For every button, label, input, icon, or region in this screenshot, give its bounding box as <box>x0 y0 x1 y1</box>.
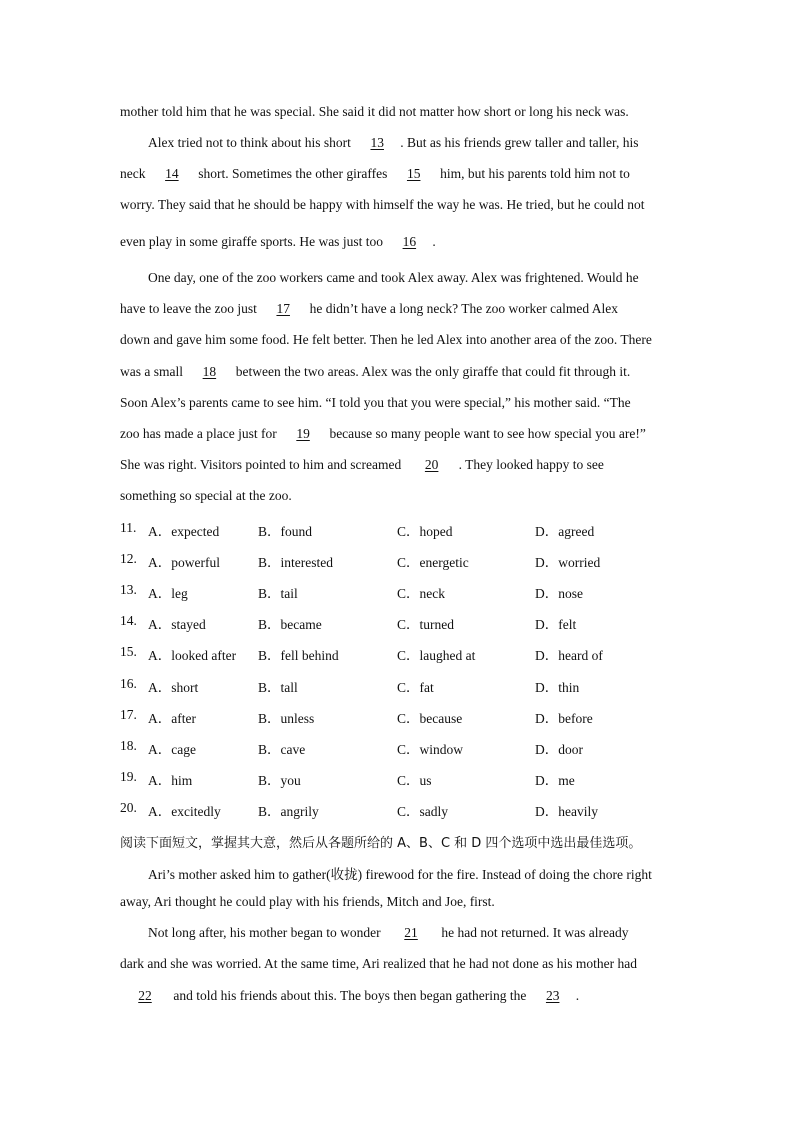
blank-22: 22 <box>138 988 152 1003</box>
passage2-line: Not long after, his mother began to wonder 21 he had not returned. It was already <box>148 925 629 940</box>
option-c: C．fat <box>397 680 434 695</box>
blank-17: 17 <box>276 301 290 316</box>
option-d: D．felt <box>535 617 577 632</box>
option-a: A．powerful <box>148 555 220 570</box>
option-c: C．because <box>397 711 463 726</box>
option-a: A．after <box>148 711 196 726</box>
option-a: A．looked after <box>148 648 237 663</box>
blank-14: 14 <box>165 166 179 181</box>
blank-20: 20 <box>424 457 439 472</box>
option-c: C．hoped <box>397 524 453 539</box>
blank-18: 18 <box>202 364 217 379</box>
option-a: A．short <box>148 680 199 695</box>
passage1-line: something so special at the zoo. <box>120 488 292 503</box>
option-d: D．me <box>535 773 575 788</box>
passage1-line: was a small 18 between the two areas. Alex was the only giraffe that could fit through it. <box>120 364 631 379</box>
option-c: C．us <box>397 773 432 788</box>
question-19: 19. A．him B．you C．us D．me <box>120 769 575 788</box>
option-d: D．nose <box>535 586 583 601</box>
option-c: C．turned <box>397 617 454 632</box>
passage2-line: 22 and told his friends about this. The boys then began gathering the 23 . <box>120 988 579 1004</box>
section-instruction: 阅读下面短文，掌握其大意，然后从各题所给的 A、B、C 和 D 四个选项中选出最佳选项。 <box>120 836 642 851</box>
passage1-line: neck 14 short. Sometimes the other giraffes 15 him, but his parents told him not to <box>120 166 630 181</box>
option-b: B．tail <box>258 586 298 601</box>
question-20: 20. A．excitedly B．angrily C．sadly D．heavily <box>120 800 598 819</box>
passage1-line: zoo has made a place just for 19 because so many people want to see how special you are!” <box>120 426 646 441</box>
option-c: C．laughed at <box>397 648 476 663</box>
option-a: A．leg <box>148 586 188 601</box>
option-a: A．excitedly <box>148 804 221 819</box>
option-b: B．fell behind <box>258 648 339 663</box>
option-b: B．interested <box>258 555 333 570</box>
passage2-line: Ari’s mother asked him to gather(收拢) firewood for the fire. Instead of doing the chore right <box>148 867 652 882</box>
option-b: B．cave <box>258 742 306 757</box>
option-b: B．unless <box>258 711 315 726</box>
question-18: 18. A．cage B．cave C．window D．door <box>120 738 583 757</box>
question-15: 15. A．looked after B．fell behind C．laughed at D．heard of <box>120 644 603 663</box>
option-a: A．stayed <box>148 617 206 632</box>
passage2-line: dark and she was worried. At the same time, Ari realized that he had not done as his mother had <box>120 956 637 971</box>
question-14: 14. A．stayed B．became C．turned D．felt <box>120 613 577 632</box>
question-12: 12. A．powerful B．interested C．energetic D．worried <box>120 551 601 570</box>
option-a: A．expected <box>148 524 220 539</box>
option-d: D．heard of <box>535 648 603 663</box>
passage1-line: Alex tried not to think about his short 13 . But as his friends grew taller and taller, his <box>148 135 639 150</box>
blank-21: 21 <box>404 925 418 940</box>
blank-16: 16 <box>402 234 417 249</box>
passage1-line: She was right. Visitors pointed to him and screamed 20 . They looked happy to see <box>120 457 604 472</box>
passage1-line: Soon Alex’s parents came to see him. “I told you that you were special,” his mother said. “The <box>120 395 631 410</box>
blank-19: 19 <box>296 426 310 441</box>
option-a: A．cage <box>148 742 196 757</box>
option-c: C．neck <box>397 586 445 601</box>
option-b: B．became <box>258 617 322 632</box>
blank-13: 13 <box>370 135 384 150</box>
question-17: 17. A．after B．unless C．because D．before <box>120 707 593 726</box>
passage1-line: worry. They said that he should be happy with himself the way he was. He tried, but he could not <box>120 197 645 212</box>
question-16: 16. A．short B．tall C．fat D．thin <box>120 676 580 695</box>
option-d: D．door <box>535 742 583 757</box>
option-c: C．window <box>397 742 464 757</box>
option-b: B．angrily <box>258 804 319 819</box>
passage1-line: have to leave the zoo just 17 he didn’t have a long neck? The zoo worker calmed Alex <box>120 301 618 316</box>
blank-15: 15 <box>406 166 421 181</box>
passage1-line: One day, one of the zoo workers came and took Alex away. Alex was frightened. Would he <box>148 270 639 285</box>
passage1-line: down and gave him some food. He felt better. Then he led Alex into another area of the zoo. There <box>120 332 652 347</box>
option-d: D．thin <box>535 680 580 695</box>
passage1-line: mother told him that he was special. She said it did not matter how short or long his neck was. <box>120 104 629 119</box>
passage2-line: away, Ari thought he could play with his friends, Mitch and Joe, first. <box>120 894 495 909</box>
option-c: C．energetic <box>397 555 469 570</box>
option-c: C．sadly <box>397 804 449 819</box>
question-11: 11. A．expected B．found C．hoped D．agreed <box>120 520 595 539</box>
option-d: D．agreed <box>535 524 595 539</box>
question-13: 13. A．leg B．tail C．neck D．nose <box>120 582 583 601</box>
option-d: D．heavily <box>535 804 598 819</box>
option-b: B．tall <box>258 680 298 695</box>
option-d: D．worried <box>535 555 601 570</box>
passage1-line: even play in some giraffe sports. He was just too 16 . <box>120 234 436 249</box>
option-b: B．you <box>258 773 301 788</box>
option-a: A．him <box>148 773 193 788</box>
option-b: B．found <box>258 524 312 539</box>
option-d: D．before <box>535 711 593 726</box>
blank-23: 23 <box>545 988 560 1003</box>
